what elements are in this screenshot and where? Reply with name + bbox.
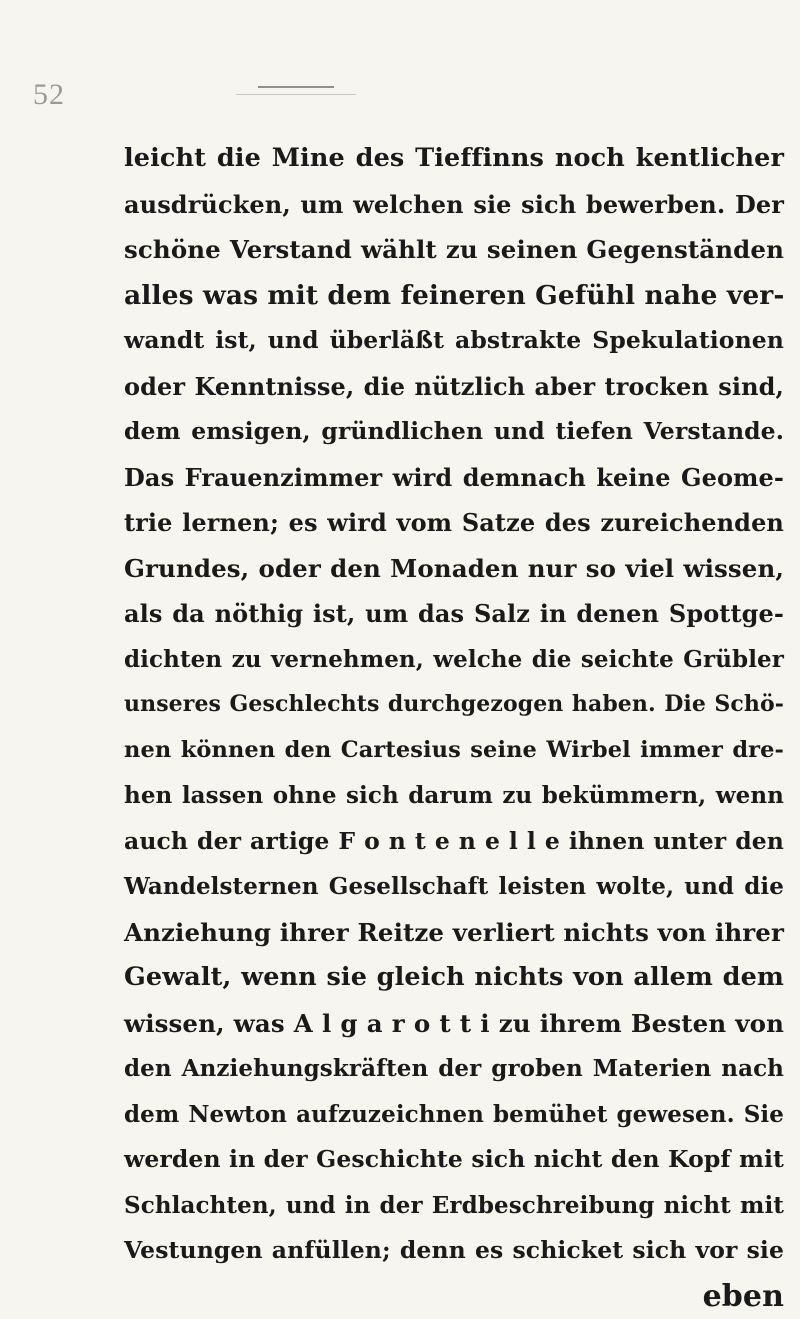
text-line: leicht die Mine des Tieffinns noch kentlicher xyxy=(124,143,784,173)
text-line: Das Frauenzimmer wird demnach keine Geome- xyxy=(124,462,784,492)
text-line: schöne Verstand wählt zu seinen Gegenständen xyxy=(124,235,784,264)
text-line: auch der artige F o n t e n e l l e ihnen unter den xyxy=(124,826,784,855)
text-line: Grundes, oder den Monaden nur so viel wissen, xyxy=(124,553,784,583)
text-line: Vestungen anfüllen; denn es schicket sich vor sie xyxy=(124,1236,784,1264)
page-number: 52 xyxy=(33,78,65,111)
text-line: ausdrücken, um welchen sie sich bewerben. Der xyxy=(124,189,784,219)
text-line: den Anziehungskräften der groben Materien nach xyxy=(124,1055,784,1082)
text-line: Anziehung ihrer Reitze verliert nichts von ihrer xyxy=(124,917,784,947)
text-line: unseres Geschlechts durchgezogen haben. Die Schö- xyxy=(124,691,784,717)
text-line: dichten zu vernehmen, welche die seichte Grübler xyxy=(124,645,784,673)
text-line: als da nöthig ist, um das Salz in denen Spottge- xyxy=(124,599,784,628)
text-line: nen können den Cartesius seine Wirbel immer dre- xyxy=(124,736,784,763)
text-line: wandt ist, und überläßt abstrakte Spekulationen xyxy=(124,326,784,354)
header-rule-shadow xyxy=(236,94,356,95)
text-line: alles was mit dem feineren Gefühl nahe ver- xyxy=(124,279,785,311)
text-line: wissen, was A l g a r o t t i zu ihrem Besten von xyxy=(124,1008,784,1038)
header-rule xyxy=(258,86,334,88)
text-line: trie lernen; es wird vom Satze des zureichenden xyxy=(124,508,784,537)
text-line: Gewalt, wenn sie gleich nichts von allem dem xyxy=(124,962,784,992)
text-line: oder Kenntnisse, die nützlich aber trocken sind, xyxy=(124,371,784,401)
catchword: eben xyxy=(702,1278,784,1314)
text-line: werden in der Geschichte sich nicht den Kopf mit xyxy=(124,1145,784,1173)
text-line: dem emsigen, gründlichen und tiefen Verstande. xyxy=(124,417,784,445)
body-text xyxy=(124,136,784,1319)
text-line: dem Newton aufzuzeichnen bemühet gewesen. Sie xyxy=(124,1100,784,1128)
text-line: Wandelsternen Gesellschaft leisten wolte, und die xyxy=(124,873,784,900)
text-line: Schlachten, und in der Erdbeschreibung nicht mit xyxy=(124,1191,784,1219)
text-line: hen lassen ohne sich darum zu bekümmern, wenn xyxy=(124,782,784,809)
